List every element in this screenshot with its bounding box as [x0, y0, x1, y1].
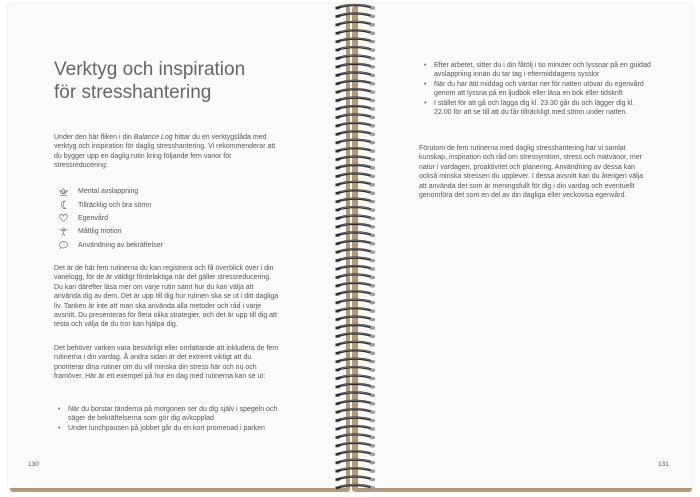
spiral-coil: [335, 5, 375, 10]
list-item: • Efter arbetet, sitter du i din fåtölj i tio minuter och lyssnar på en guidad avslappning innan du tar tag i eftermiddagens sysslor: [424, 61, 652, 80]
habit-label: Tillräcklig och bra sömn: [78, 201, 152, 209]
spiral-coil: [335, 97, 375, 102]
spiral-coil: [335, 148, 375, 153]
habit-label: Egenvård: [78, 214, 108, 222]
page-number-right: 131: [658, 461, 669, 468]
spiral-coil: [335, 165, 375, 170]
spiral-coil: [335, 367, 375, 372]
spiral-coil: [335, 426, 375, 431]
habit-label: Mental avslappning: [78, 188, 139, 196]
habit-label: Måttlig motion: [78, 228, 122, 236]
habit-item: [58, 198, 258, 211]
spiral-coil: [335, 299, 375, 304]
spiral-coil: [335, 173, 375, 178]
habit-item: [58, 185, 258, 198]
habit-list: [58, 185, 258, 252]
heart-icon: [58, 213, 69, 223]
spiral-coil: [335, 114, 375, 119]
exercise-icon: [58, 227, 69, 237]
spiral-coil: [335, 249, 375, 254]
example-bullet-list: [58, 405, 280, 433]
lotus-icon: [58, 187, 69, 197]
spiral-coil: [335, 156, 375, 161]
spiral-coil: [335, 190, 375, 195]
closing-paragraph: Förutom de fem rutinerna med daglig stresshantering har vi samlat kunskap, inspiration och råd om stressymtom, stress och matvanor, mer natur i vardagen, proaktivitet och planering. Användning av dessa kan också minska stressen du upplever. I dessa avsnitt kan du återigen välja att använda det som är meningsfullt för dig i din vardag och eventuellt genomföra det som en del av din dagliga eller veckovisa egenvård.: [419, 145, 644, 200]
spiral-coil: [335, 89, 375, 94]
spiral-coil: [335, 283, 375, 288]
spiral-coil: [335, 485, 375, 490]
spiral-coil: [335, 341, 375, 346]
spiral-coil: [335, 308, 375, 313]
spiral-coil: [335, 257, 375, 262]
spiral-coil: [335, 291, 375, 296]
spiral-coil: [335, 333, 375, 338]
intro-text-start: Under den här fliken i din: [54, 134, 134, 141]
spiral-coil: [335, 392, 375, 397]
page-number-left: 130: [28, 461, 39, 468]
title-line-2: för stresshantering: [54, 82, 212, 103]
spiral-coil: [335, 459, 375, 464]
spiral-coil: [335, 30, 375, 35]
spiral-coil: [335, 224, 375, 229]
intro-paragraph: [54, 133, 276, 171]
list-item: • Under lunchpausen på jobbet går du en kort promenad i parken: [58, 424, 280, 433]
spiral-coil: [335, 350, 375, 355]
spiral-coil: [335, 207, 375, 212]
spiral-coil: [335, 443, 375, 448]
spiral-coil: [335, 240, 375, 245]
page-title: [54, 58, 324, 104]
spiral-coil: [335, 434, 375, 439]
spiral-coil: [335, 123, 375, 128]
spiral-coil: [335, 266, 375, 271]
spiral-coil: [335, 417, 375, 422]
list-item: • När du borstar tänderna på morgonen ser du dig själv i spegeln och säger de bekräftelserna som gör dig avkopplad: [58, 405, 280, 424]
spiral-coil: [335, 139, 375, 144]
spiral-coil: [335, 409, 375, 414]
speech-bubble-icon: [58, 240, 69, 250]
spiral-coil: [335, 400, 375, 405]
spiral-coil: [335, 316, 375, 321]
spiral-coil: [335, 198, 375, 203]
spiral-coil: [335, 384, 375, 389]
spiral-coil: [335, 375, 375, 380]
spiral-coil: [335, 47, 375, 52]
spiral-coil: [335, 131, 375, 136]
moon-icon: [58, 200, 69, 210]
spiral-coil: [335, 451, 375, 456]
list-item: • När du har ätit middag och väntar ner för natten utövar du egenvård genom att lyssna på en ljudbok eller läsa en bok eller tidskrift: [424, 80, 652, 99]
spiral-coil: [335, 80, 375, 85]
title-line-1: Verktyg och inspiration: [54, 59, 246, 80]
spiral-coil: [335, 476, 375, 481]
spiral-coil: [335, 181, 375, 186]
continued-bullet-list: [424, 61, 652, 117]
spiral-coil: [335, 106, 375, 111]
habit-label: Användning av bekräftelser: [78, 241, 163, 249]
spiral-coil: [335, 13, 375, 18]
spiral-coil: [335, 232, 375, 237]
spiral-coil: [335, 64, 375, 69]
spiral-coil: [335, 325, 375, 330]
spiral-coil: [335, 358, 375, 363]
spiral-coil: [335, 55, 375, 60]
spiral-coil: [335, 38, 375, 43]
example-paragraph: Det behöver varken vara besvärligt eller omfattande att inkludera de fem rutinerna i din vardag. Å andra sidan är det extremt viktigt att du prioriterar dina rutiner om du vill minska din stress här och nu och framöver. Här är ett exempel på hur en dag med rutinerna kan se ut:: [54, 345, 279, 381]
spiral-coil: [335, 21, 375, 26]
spiral-coil: [335, 468, 375, 473]
spiral-coil: [335, 215, 375, 220]
intro-product-name: Balance Log: [133, 134, 173, 141]
spiral-coil: [335, 72, 375, 77]
intro-text-end: hittar du en verktygslåda med verktyg och inspiration för daglig stresshantering. Vi rekommenderar att du bygger upp en daglig rutin kring följande fem vanor för stressreducering:: [54, 134, 276, 170]
spiral-coil: [335, 274, 375, 279]
habit-item: [58, 212, 258, 225]
habit-item: [58, 239, 258, 252]
list-item: • I stället för att gå och lägga dig kl. 23.30 går du och lägger dig kl. 22.00 för att se till att du får tillräckligt med sömn under natten.: [424, 99, 652, 118]
routines-paragraph: Det är de här fem rutinerna du kan registrera och få överblick över i din vanelogg, för de är väldigt fördelaktiga när det gäller stressreducering. Du kan därefter läsa mer om varje rutin samt hur du kan välja att använda dig av dem. Det är upp till dig hur rutinen ska se ut i ditt dagliga liv. Tanken är inte att man ska använda alla metoder och råd i varje avsnitt. Du presenteras för flera olika strategier, och det är upp till dig att testa och välja de du tror kan hjälpa dig.: [54, 265, 279, 329]
habit-item: [58, 225, 258, 238]
spiral-binding: [333, 0, 377, 497]
